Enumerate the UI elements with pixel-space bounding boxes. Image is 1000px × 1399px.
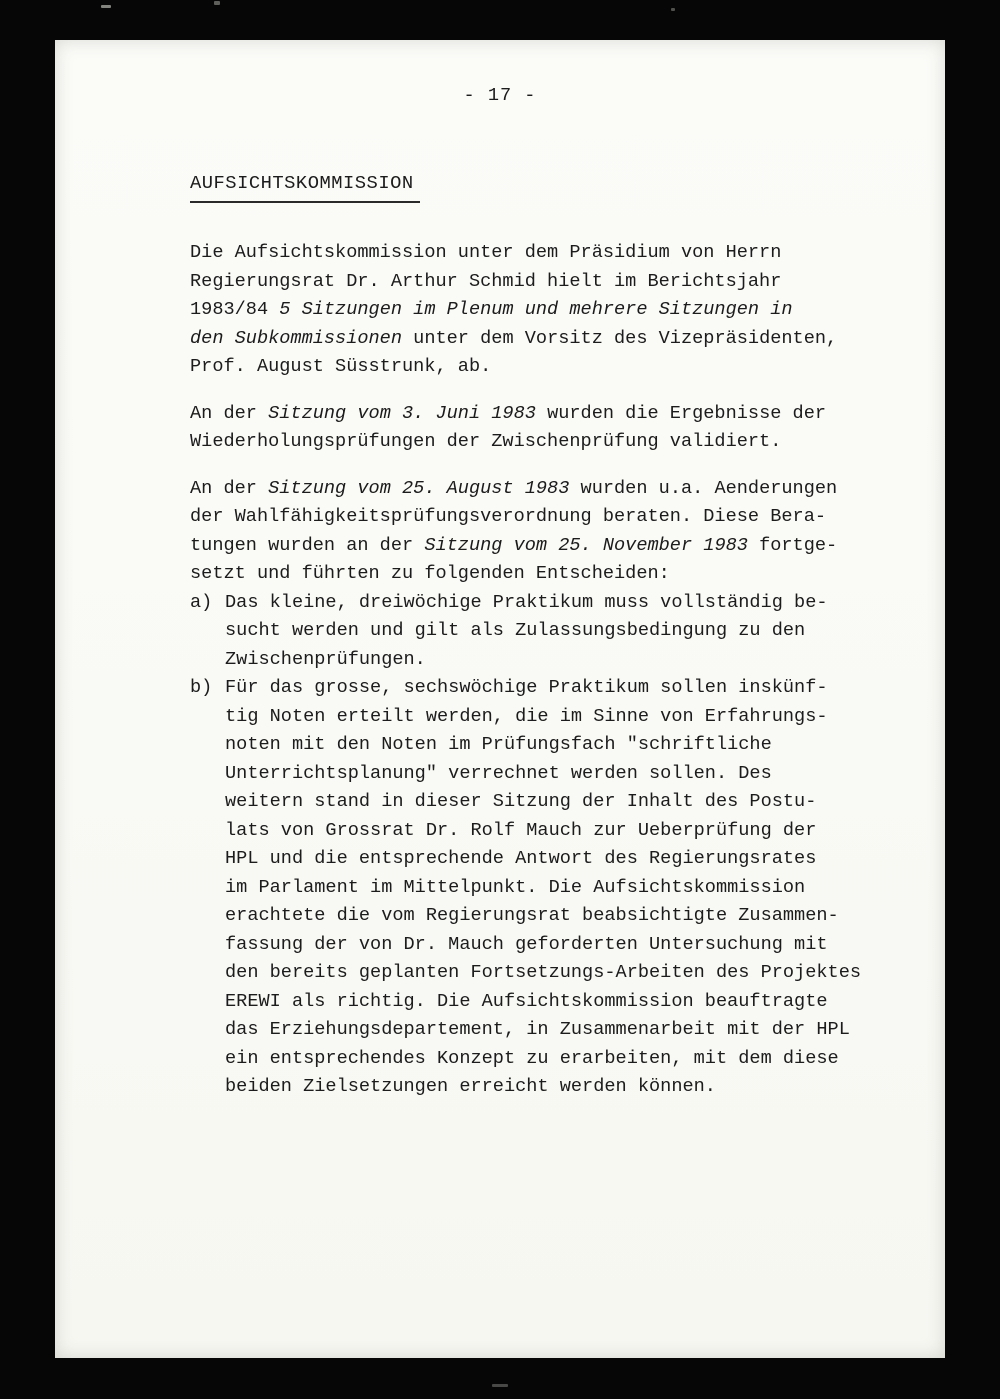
text-line	[225, 817, 890, 846]
paragraph	[190, 400, 890, 457]
text-segment: Zwischenprüfungen.	[225, 648, 426, 670]
text-line	[190, 503, 890, 532]
section-heading: AUFSICHTSKOMMISSION	[190, 172, 420, 203]
text-line	[225, 760, 890, 789]
text-line	[225, 902, 890, 931]
list-marker: b)	[190, 677, 213, 698]
text-line	[190, 268, 890, 297]
text-segment: erachtete die vom Regierungsrat beabsichtigte Zusammen-	[225, 905, 839, 926]
text-lines	[225, 674, 890, 1102]
text-line	[225, 731, 890, 760]
text-line	[225, 988, 890, 1017]
text-line	[225, 959, 890, 988]
text-segment: fassung der von Dr. Mauch geforderten Untersuchung mit	[225, 933, 828, 955]
text-line	[225, 788, 890, 817]
text-segment: 1983/84	[190, 299, 280, 320]
text-line	[225, 1073, 890, 1102]
text-segment: An der	[190, 477, 269, 499]
text-segment: Wiederholungsprüfungen der Zwischenprüfung validiert.	[190, 431, 782, 452]
italic-text: den Subkommissionen	[190, 327, 403, 349]
italic-text: Sitzung vom 25. August 1983	[268, 477, 570, 499]
text-segment: weitern stand in dieser Sitzung der Inhalt des Postu-	[225, 791, 817, 812]
document-body	[190, 239, 890, 1102]
text-line	[225, 703, 890, 732]
text-line	[225, 1016, 890, 1045]
text-line	[190, 353, 890, 382]
text-line	[225, 931, 890, 960]
paragraph	[190, 475, 890, 589]
text-segment: setzt und führten zu folgenden Entscheiden:	[190, 563, 670, 584]
text-line	[225, 589, 890, 618]
text-segment: beiden Zielsetzungen erreicht werden können.	[225, 1076, 716, 1097]
text-segment: tig Noten erteilt werden, die im Sinne von Erfahrungs-	[225, 705, 828, 727]
text-segment: noten mit den Noten im Prüfungsfach "schriftliche	[225, 734, 772, 755]
text-line	[225, 845, 890, 874]
text-segment: Prof. August Süsstrunk, ab.	[190, 356, 492, 377]
scan-artifact	[101, 5, 111, 8]
text-segment: unter dem Vorsitz des Vizepräsidenten,	[402, 327, 838, 349]
list-marker: a)	[190, 591, 213, 613]
text-lines	[190, 400, 890, 457]
text-segment: tungen wurden an der	[190, 534, 425, 556]
text-segment: Unterrichtsplanung" verrechnet werden sollen. Des	[225, 762, 772, 784]
text-line	[190, 296, 890, 325]
scan-artifact	[492, 1384, 508, 1387]
text-segment: EREWI als richtig. Die Aufsichtskommission beauftragte	[225, 990, 828, 1012]
italic-text: 5 Sitzungen im Plenum und mehrere Sitzungen in	[279, 299, 793, 320]
text-line	[190, 325, 890, 354]
text-segment: Das kleine, dreiwöchige Praktikum muss vollständig be-	[225, 591, 828, 613]
text-segment: wurden u.a. Aenderungen	[569, 477, 838, 499]
text-segment: der Wahlfähigkeitsprüfungsverordnung beraten. Diese Bera-	[190, 506, 827, 527]
italic-text: Sitzung vom 25. November 1983	[424, 534, 748, 556]
text-line	[190, 532, 890, 561]
text-lines	[190, 239, 890, 382]
text-line	[190, 475, 890, 504]
text-line	[225, 874, 890, 903]
text-line	[225, 646, 890, 675]
text-segment: ein entsprechendes Konzept zu erarbeiten, mit dem diese	[225, 1047, 839, 1069]
text-segment: den bereits geplanten Fortsetzungs-Arbeiten des Projektes	[225, 962, 862, 983]
text-lines	[225, 589, 890, 675]
text-lines	[190, 475, 890, 589]
text-line	[225, 1045, 890, 1074]
paragraph	[190, 239, 890, 382]
page-number: - 17 -	[463, 85, 537, 106]
list-item	[190, 674, 890, 1102]
text-line	[225, 617, 890, 646]
text-segment: fortge-	[747, 534, 838, 556]
text-line	[190, 428, 890, 457]
text-segment: HPL und die entsprechende Antwort des Regierungsrates	[225, 848, 817, 869]
italic-text: Sitzung vom 3. Juni 1983	[268, 402, 536, 424]
text-segment: An der	[190, 402, 269, 424]
text-segment: Die Aufsichtskommission unter dem Präsidium von Herrn	[190, 242, 782, 263]
text-segment: sucht werden und gilt als Zulassungsbedingung zu den	[225, 620, 806, 641]
document-page	[55, 40, 945, 1358]
text-segment: das Erziehungsdepartement, in Zusammenarbeit mit der HPL	[225, 1019, 850, 1040]
text-line	[190, 560, 890, 589]
list-item	[190, 589, 890, 675]
document-content	[190, 172, 890, 1102]
text-segment: lats von Grossrat Dr. Rolf Mauch zur Ueberprüfung der	[225, 819, 817, 841]
text-segment: Für das grosse, sechswöchige Praktikum sollen inskünf-	[225, 677, 828, 698]
scan-artifact	[671, 8, 675, 11]
text-line	[190, 400, 890, 429]
text-segment: im Parlament im Mittelpunkt. Die Aufsichtskommission	[225, 876, 806, 898]
text-segment: wurden die Ergebnisse der	[535, 402, 827, 424]
text-line	[190, 239, 890, 268]
text-segment: Regierungsrat Dr. Arthur Schmid hielt im Berichtsjahr	[190, 270, 782, 292]
text-line	[225, 674, 890, 703]
scan-artifact	[214, 1, 220, 5]
